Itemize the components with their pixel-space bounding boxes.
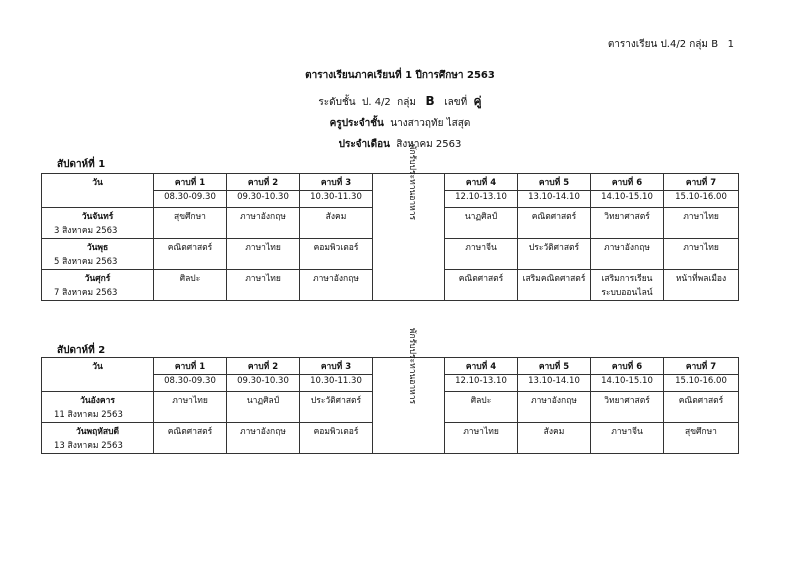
week-label: สัปดาห์ที่ 2 [57, 345, 106, 356]
subject-cell [300, 423, 373, 454]
week-label: สัปดาห์ที่ 1 [57, 159, 106, 170]
lunch-break-cell [373, 327, 445, 454]
subject-cell [227, 239, 300, 270]
period-time: 15.10-16.00 [664, 375, 739, 392]
subject-name: ภาษาอังกฤษ [240, 212, 286, 222]
group-label: กลุ่ม [397, 97, 416, 108]
period-label-row [42, 358, 739, 375]
subject-name: คณิตศาสตร์ [531, 212, 577, 222]
subject-cell [518, 392, 591, 423]
day-name: วันศุกร์ [84, 274, 111, 284]
number-label: เลขที่ [444, 97, 468, 108]
subject-cell [518, 423, 591, 454]
subject-name: ภาษาอังกฤษ [531, 396, 577, 406]
subject-cell [591, 392, 664, 423]
subject-cell [445, 270, 518, 301]
period-label: คาบที่ 2 [227, 358, 300, 375]
period-time: 14.10-15.10 [591, 191, 664, 208]
subject-name: ประวัติศาสตร์ [310, 396, 362, 406]
subject-cell [154, 208, 227, 239]
subject-name: ศิลปะ [470, 396, 492, 406]
subject-cell [664, 208, 739, 239]
period-time: 08.30-09.30 [154, 375, 227, 392]
subject-name: สุขศึกษา [174, 212, 206, 222]
day-column-header: วัน [42, 174, 154, 208]
period-time: 12.10-13.10 [445, 191, 518, 208]
day-date: 5 สิงหาคม 2563 [54, 257, 118, 267]
subject-name: ภาษาไทย [683, 243, 719, 253]
subject-cell [300, 270, 373, 301]
subject-cell [518, 208, 591, 239]
subject-cell [445, 392, 518, 423]
subject-name: คอมพิวเตอร์ [313, 243, 359, 253]
subject-name: คณิตศาสตร์ [678, 396, 724, 406]
day-cell [42, 208, 154, 239]
teacher-label: ครูประจำชั้น [329, 118, 384, 129]
subject-cell [664, 239, 739, 270]
subject-cell [227, 208, 300, 239]
subject-cell [154, 270, 227, 301]
subject-name: คณิตศาสตร์ [458, 274, 504, 284]
subject-name: ภาษาอังกฤษ [240, 427, 286, 437]
period-label: คาบที่ 2 [227, 174, 300, 191]
period-label: คาบที่ 3 [300, 358, 373, 375]
subject-cell [445, 208, 518, 239]
subject-cell [300, 208, 373, 239]
day-cell [42, 270, 154, 301]
class-info-line [0, 92, 800, 111]
day-date: 3 สิงหาคม 2563 [54, 226, 118, 236]
period-label-row [42, 174, 739, 191]
subject-name: ภาษาอังกฤษ [313, 274, 359, 284]
day-cell [42, 239, 154, 270]
day-name: วันจันทร์ [81, 212, 114, 222]
period-label: คาบที่ 4 [445, 174, 518, 191]
period-time: 09.30-10.30 [227, 375, 300, 392]
period-label: คาบที่ 1 [154, 358, 227, 375]
period-time: 10.30-11.30 [300, 375, 373, 392]
subject-cell [518, 270, 591, 301]
period-label: คาบที่ 3 [300, 174, 373, 191]
subject-name: วิทยาศาสตร์ [604, 396, 650, 406]
subject-name: ภาษาไทย [683, 212, 719, 222]
subject-name: ภาษาจีน [611, 427, 643, 437]
period-label: คาบที่ 7 [664, 358, 739, 375]
subject-cell [154, 423, 227, 454]
lunch-break-label: พักรับประทานอาหาร [407, 327, 418, 405]
subject-name: สังคม [543, 427, 565, 437]
lunch-break-label: พักรับประทานอาหาร [407, 143, 418, 221]
subject-name: คณิตศาสตร์ [167, 427, 213, 437]
subject-cell [518, 239, 591, 270]
day-cell [42, 423, 154, 454]
teacher-name: นางสาวฤทัย ไสสุด [390, 118, 471, 129]
subject-cell [227, 392, 300, 423]
subject-name: ประวัติศาสตร์ [528, 243, 580, 253]
subject-cell [591, 270, 664, 301]
period-label: คาบที่ 6 [591, 174, 664, 191]
subject-name: หน้าที่พลเมือง [675, 274, 727, 284]
subject-cell [445, 423, 518, 454]
period-time: 08.30-09.30 [154, 191, 227, 208]
subject-name: คอมพิวเตอร์ [313, 427, 359, 437]
day-name: วันพฤหัสบดี [75, 427, 120, 437]
subject-cell [154, 239, 227, 270]
day-name: วันพุธ [86, 243, 109, 253]
lunch-break-cell [373, 143, 445, 301]
subject-cell [591, 239, 664, 270]
period-time: 09.30-10.30 [227, 191, 300, 208]
page-reference: ตารางเรียน ป.4/2 กลุ่ม B [607, 39, 719, 50]
period-label: คาบที่ 7 [664, 174, 739, 191]
subject-name: ภาษาจีน [465, 243, 497, 253]
month-label: ประจำเดือน [338, 139, 390, 150]
period-label: คาบที่ 4 [445, 358, 518, 375]
teacher-line [0, 116, 800, 131]
period-time: 12.10-13.10 [445, 375, 518, 392]
day-name: วันอังคาร [80, 396, 115, 406]
subject-cell [664, 392, 739, 423]
subject-cell [591, 423, 664, 454]
subject-cell [300, 392, 373, 423]
page-number: 1 [727, 39, 734, 50]
number-value: คู่ [473, 94, 482, 108]
subject-cell [664, 423, 739, 454]
period-time: 14.10-15.10 [591, 375, 664, 392]
subject-cell [154, 392, 227, 423]
subject-cell [227, 270, 300, 301]
period-label: คาบที่ 5 [518, 358, 591, 375]
day-date: 11 สิงหาคม 2563 [54, 410, 123, 420]
subject-name: สุขศึกษา [685, 427, 717, 437]
month-value: สิงหาคม 2563 [396, 139, 462, 150]
period-time: 13.10-14.10 [518, 191, 591, 208]
month-line [0, 137, 800, 152]
subject-cell [664, 270, 739, 301]
subject-name: เสริมการเรียน ระบบออนไลน์ [601, 274, 653, 298]
day-date: 7 สิงหาคม 2563 [54, 288, 118, 298]
subject-cell [227, 423, 300, 454]
day-cell [42, 392, 154, 423]
subject-name: ภาษาไทย [245, 243, 281, 253]
period-label: คาบที่ 5 [518, 174, 591, 191]
subject-cell [300, 239, 373, 270]
level-label: ระดับชั้น [318, 97, 356, 108]
period-label: คาบที่ 1 [154, 174, 227, 191]
subject-name: ภาษาอังกฤษ [604, 243, 650, 253]
subject-name: ภาษาไทย [172, 396, 208, 406]
subject-name: ภาษาไทย [245, 274, 281, 284]
subject-name: ศิลปะ [179, 274, 201, 284]
period-time: 10.30-11.30 [300, 191, 373, 208]
subject-cell [591, 208, 664, 239]
group-value: B [425, 94, 435, 108]
subject-name: นาฏศิลป์ [464, 212, 498, 222]
subject-cell [445, 239, 518, 270]
subject-name: ภาษาไทย [463, 427, 499, 437]
period-time: 15.10-16.00 [664, 191, 739, 208]
subject-name: สังคม [325, 212, 347, 222]
subject-name: เสริมคณิตศาสตร์ [522, 274, 586, 284]
document-title: ตารางเรียนภาคเรียนที่ 1 ปีการศึกษา 2563 [305, 70, 495, 81]
subject-name: นาฏศิลป์ [246, 396, 280, 406]
day-date: 13 สิงหาคม 2563 [54, 441, 123, 451]
level-value: ป. 4/2 [362, 97, 391, 108]
page-header [608, 37, 734, 52]
day-column-header: วัน [42, 358, 154, 392]
period-time: 13.10-14.10 [518, 375, 591, 392]
subject-name: วิทยาศาสตร์ [604, 212, 650, 222]
period-label: คาบที่ 6 [591, 358, 664, 375]
subject-name: คณิตศาสตร์ [167, 243, 213, 253]
